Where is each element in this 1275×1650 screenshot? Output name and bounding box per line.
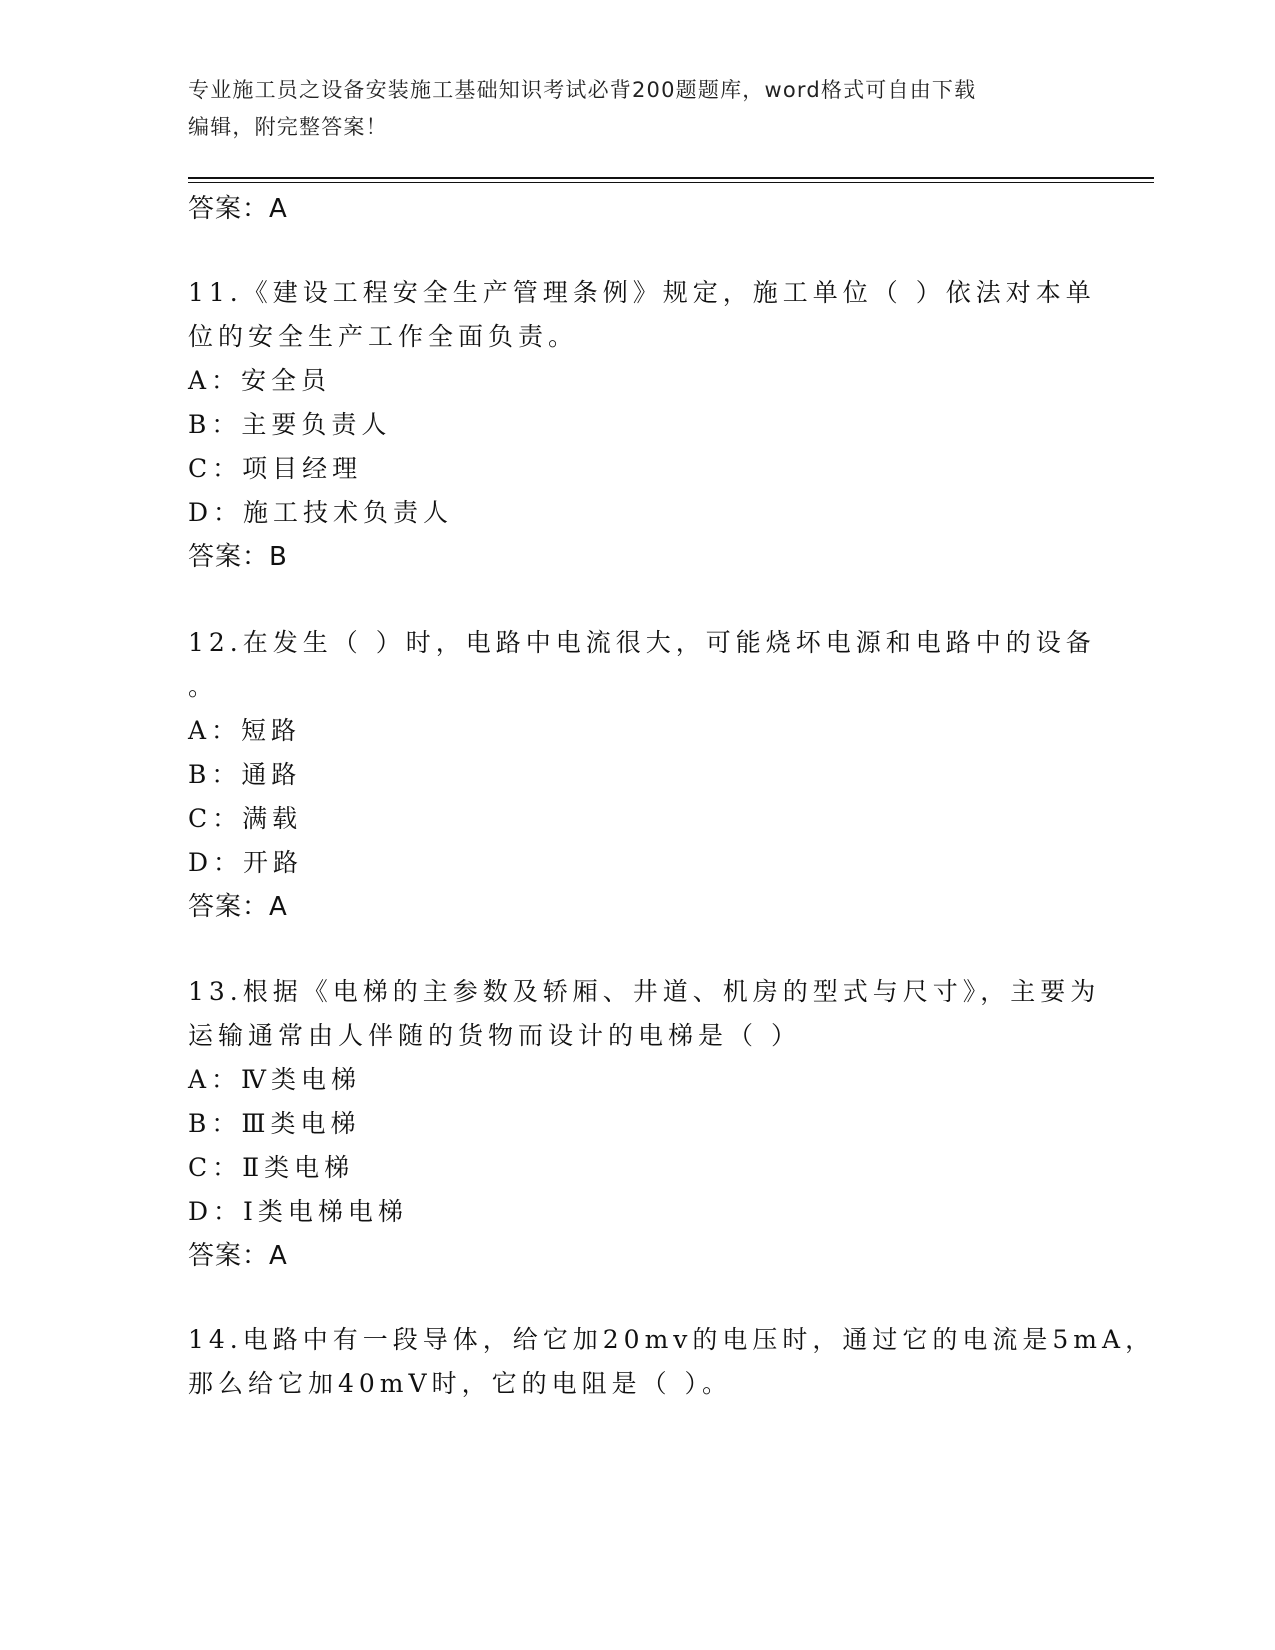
header-divider-thick (188, 177, 1154, 179)
question-11-option-c: C：项目经理 (188, 454, 363, 483)
question-13-line-2: 运输通常由人伴随的货物而设计的电梯是（ ） (188, 1021, 801, 1050)
header-line-1: 专业施工员之设备安装施工基础知识考试必背200题题库，word格式可自由下载 (188, 78, 977, 102)
question-11-option-a: A：安全员 (188, 366, 332, 395)
question-12-answer: 答案：A (188, 892, 288, 922)
question-13-option-a: A：Ⅳ类电梯 (188, 1065, 362, 1094)
question-12-option-d: D：开路 (188, 848, 304, 877)
header-divider-thin (188, 182, 1154, 183)
question-13-line-1: 13.根据《电梯的主参数及轿厢、井道、机房的型式与尺寸》，主要为 (188, 977, 1101, 1006)
question-12-line-1: 12.在发生（ ）时，电路中电流很大，可能烧坏电源和电路中的设备 (188, 628, 1096, 657)
question-13-option-d: D：Ⅰ类电梯电梯 (188, 1197, 408, 1226)
header-line-2: 编辑，附完整答案！ (188, 115, 388, 139)
question-11-answer: 答案：B (188, 542, 288, 572)
question-14-line-2: 那么给它加40mV时，它的电阻是（ ）。 (188, 1369, 733, 1398)
question-13-answer: 答案：A (188, 1241, 288, 1271)
question-14-line-1: 14.电路中有一段导体，给它加20mv的电压时，通过它的电流是5mA， (188, 1325, 1156, 1354)
question-11-line-2: 位的安全生产工作全面负责。 (188, 322, 579, 351)
question-11-line-1: 11.《建设工程安全生产管理条例》规定，施工单位（ ）依法对本单 (188, 278, 1096, 307)
question-12-option-a: A：短路 (188, 716, 302, 745)
question-13-option-c: C：Ⅱ类电梯 (188, 1153, 355, 1182)
question-11-option-d: D：施工技术负责人 (188, 498, 454, 527)
question-11-option-b: B：主要负责人 (188, 410, 392, 439)
question-13-option-b: B：Ⅲ类电梯 (188, 1109, 361, 1138)
question-12-line-2: 。 (188, 672, 219, 701)
question-12-option-c: C：满载 (188, 804, 303, 833)
question-12-option-b: B：通路 (188, 760, 302, 789)
document-header (188, 72, 1088, 146)
answer-previous: 答案：A (188, 194, 288, 224)
